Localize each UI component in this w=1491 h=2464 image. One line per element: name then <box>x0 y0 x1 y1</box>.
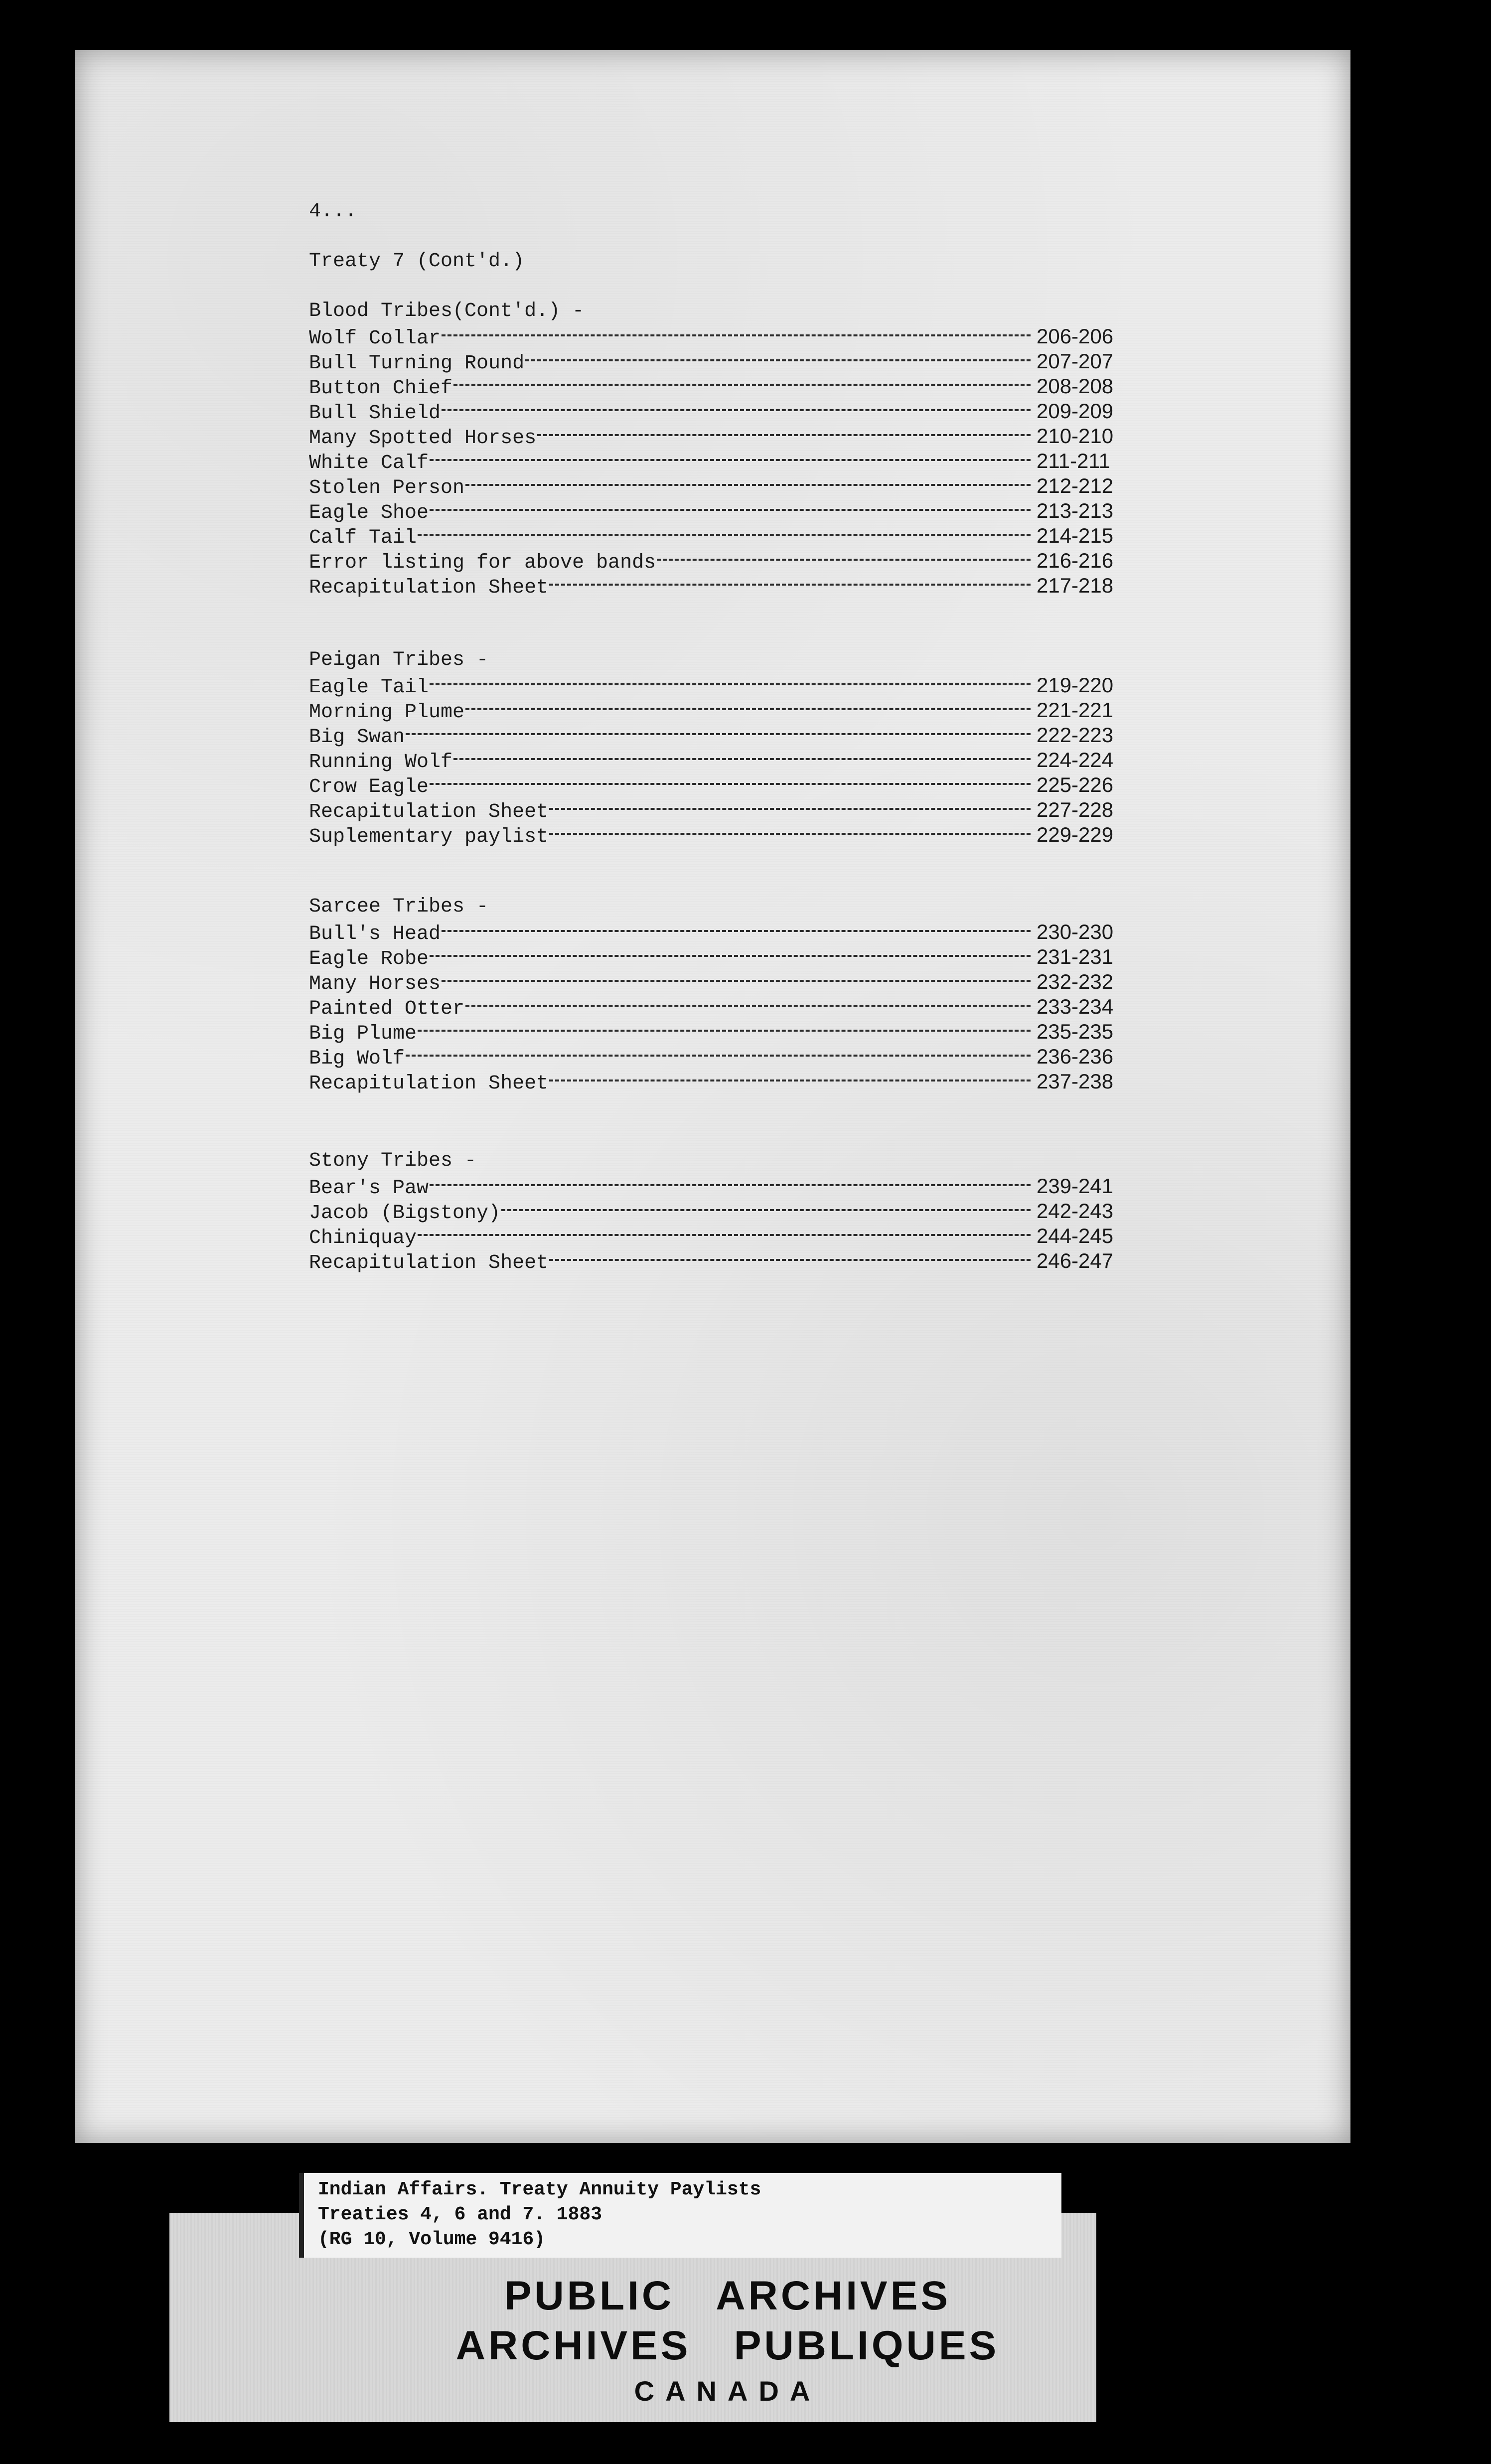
dot-leader <box>453 758 1031 760</box>
list-item <box>309 349 1126 374</box>
dot-leader <box>406 1055 1031 1057</box>
band-name: Big Swan <box>309 726 405 749</box>
band-name: Morning Plume <box>309 701 465 724</box>
page-range: 207-207 <box>1037 349 1114 373</box>
dot-leader <box>430 1184 1031 1186</box>
dot-leader <box>430 459 1031 461</box>
stamp-canada: CANADA <box>634 2375 821 2407</box>
dot-leader <box>418 1234 1031 1236</box>
list-item <box>309 920 1126 944</box>
treaty-heading: Treaty 7 (Cont'd.) <box>309 250 525 273</box>
list-item <box>309 822 1126 847</box>
list-item <box>309 573 1126 598</box>
page-range: 214-215 <box>1037 524 1114 547</box>
archive-label-card <box>299 2173 1061 2258</box>
band-name: Eagle Robe <box>309 948 429 970</box>
band-name: Stolen Person <box>309 477 465 499</box>
list-item <box>309 1199 1126 1224</box>
band-name: Wolf Collar <box>309 327 441 350</box>
list-item <box>309 374 1126 399</box>
band-name: White Calf <box>309 452 429 474</box>
dot-leader <box>537 434 1031 436</box>
list-item <box>309 449 1126 473</box>
band-name: Many Horses <box>309 973 441 995</box>
page-range: 237-238 <box>1037 1070 1114 1093</box>
band-name: Suplementary paylist <box>309 826 549 848</box>
page-range: 224-224 <box>1037 748 1114 771</box>
label-volume: (RG 10, Volume 9416) <box>318 2229 546 2250</box>
list-item <box>309 673 1126 698</box>
entry-list <box>309 324 1126 598</box>
list-item <box>309 1069 1126 1094</box>
page-range: 242-243 <box>1037 1199 1114 1223</box>
page-range: 233-234 <box>1037 995 1114 1018</box>
list-item <box>309 1019 1126 1044</box>
page-range: 208-208 <box>1037 374 1114 398</box>
section-blood-tribes <box>309 299 1126 598</box>
band-name: Big Plume <box>309 1023 417 1045</box>
page-range: 232-232 <box>1037 970 1114 993</box>
page-range: 229-229 <box>1037 823 1114 846</box>
band-name: Running Wolf <box>309 751 453 773</box>
stamp-public-archives: PUBLIC ARCHIVES <box>504 2273 951 2318</box>
dot-leader <box>549 808 1031 810</box>
band-name: Bear's Paw <box>309 1177 429 1200</box>
list-item <box>309 969 1126 994</box>
dot-leader <box>442 930 1031 932</box>
page-range: 216-216 <box>1037 549 1114 572</box>
page-range: 213-213 <box>1037 499 1114 522</box>
list-item <box>309 548 1126 573</box>
band-name: Many Spotted Horses <box>309 427 537 450</box>
dot-leader <box>442 334 1031 336</box>
band-name: Bull Turning Round <box>309 352 525 375</box>
list-item <box>309 723 1126 748</box>
list-item <box>309 1248 1126 1273</box>
band-name: Bull Shield <box>309 402 441 425</box>
band-name: Eagle Tail <box>309 676 429 699</box>
page-range: 230-230 <box>1037 920 1114 943</box>
list-item <box>309 399 1126 424</box>
band-name: Recapitulation Sheet <box>309 1252 549 1274</box>
band-name: Calf Tail <box>309 527 417 549</box>
page-range: 212-212 <box>1037 474 1114 497</box>
entry-list <box>309 673 1126 847</box>
band-name: Recapitulation Sheet <box>309 801 549 823</box>
band-name: Big Wolf <box>309 1048 405 1070</box>
page-range: 225-226 <box>1037 773 1114 796</box>
list-item <box>309 498 1126 523</box>
page-range: 246-247 <box>1037 1249 1114 1272</box>
page-range: 236-236 <box>1037 1045 1114 1068</box>
list-item <box>309 772 1126 797</box>
label-treaties: Treaties 4, 6 and 7. 1883 <box>318 2204 602 2225</box>
band-name: Eagle Shoe <box>309 502 429 524</box>
list-item <box>309 698 1126 723</box>
section-stony-tribes <box>309 1149 1126 1273</box>
list-item <box>309 994 1126 1019</box>
dot-leader <box>549 584 1031 586</box>
section-peigan-tribes <box>309 648 1126 847</box>
stamp-archives-publiques: ARCHIVES PUBLIQUES <box>455 2323 1000 2368</box>
band-name: Bull's Head <box>309 923 441 945</box>
dot-leader <box>406 733 1031 735</box>
entry-list <box>309 920 1126 1094</box>
list-item <box>309 1174 1126 1199</box>
dot-leader <box>430 683 1031 685</box>
band-name: Crow Eagle <box>309 776 429 798</box>
section-title: Sarcee Tribes - <box>309 896 489 918</box>
section-title: Blood Tribes(Cont'd.) - <box>309 300 585 322</box>
dot-leader <box>549 833 1031 835</box>
page-range: 231-231 <box>1037 945 1114 968</box>
page-range: 235-235 <box>1037 1020 1114 1043</box>
page-range: 217-218 <box>1037 574 1114 597</box>
section-title: Stony Tribes - <box>309 1150 477 1172</box>
dot-leader <box>465 484 1031 486</box>
band-name: Button Chief <box>309 377 453 400</box>
dot-leader <box>442 409 1031 411</box>
dot-leader <box>430 509 1031 511</box>
dot-leader <box>657 559 1031 561</box>
page-range: 206-206 <box>1037 324 1114 348</box>
label-collection-title: Indian Affairs. Treaty Annuity Paylists <box>318 2179 761 2200</box>
dot-leader <box>501 1209 1031 1211</box>
dot-leader <box>453 384 1031 386</box>
page-range: 227-228 <box>1037 798 1114 821</box>
band-name: Error listing for above bands <box>309 552 656 574</box>
list-item <box>309 324 1126 349</box>
list-item <box>309 1044 1126 1069</box>
band-name: Chiniquay <box>309 1227 417 1249</box>
page-range: 209-209 <box>1037 399 1114 423</box>
dot-leader <box>549 1259 1031 1261</box>
page-range: 244-245 <box>1037 1224 1114 1247</box>
band-name: Recapitulation Sheet <box>309 1073 549 1095</box>
page-range: 222-223 <box>1037 723 1114 747</box>
page-number: 4... <box>309 200 357 223</box>
dot-leader <box>418 1030 1031 1032</box>
list-item <box>309 424 1126 449</box>
dot-leader <box>549 1079 1031 1081</box>
section-title: Peigan Tribes - <box>309 649 489 671</box>
page-range: 211-211 <box>1037 449 1110 472</box>
band-name: Recapitulation Sheet <box>309 577 549 599</box>
list-item <box>309 944 1126 969</box>
page-range: 239-241 <box>1037 1174 1114 1198</box>
dot-leader <box>418 534 1031 536</box>
dot-leader <box>525 359 1031 361</box>
list-item <box>309 473 1126 498</box>
dot-leader <box>465 708 1031 710</box>
band-name: Jacob (Bigstony) <box>309 1202 501 1225</box>
page-range: 219-220 <box>1037 673 1114 697</box>
entry-list <box>309 1174 1126 1273</box>
list-item <box>309 523 1126 548</box>
list-item <box>309 797 1126 822</box>
section-sarcee-tribes <box>309 895 1126 1094</box>
band-name: Painted Otter <box>309 998 465 1020</box>
dot-leader <box>442 980 1031 982</box>
dot-leader <box>465 1005 1031 1007</box>
list-item <box>309 748 1126 772</box>
page-range: 210-210 <box>1037 424 1114 448</box>
dot-leader <box>430 783 1031 785</box>
dot-leader <box>430 955 1031 957</box>
list-item <box>309 1224 1126 1248</box>
page-range: 221-221 <box>1037 698 1114 722</box>
